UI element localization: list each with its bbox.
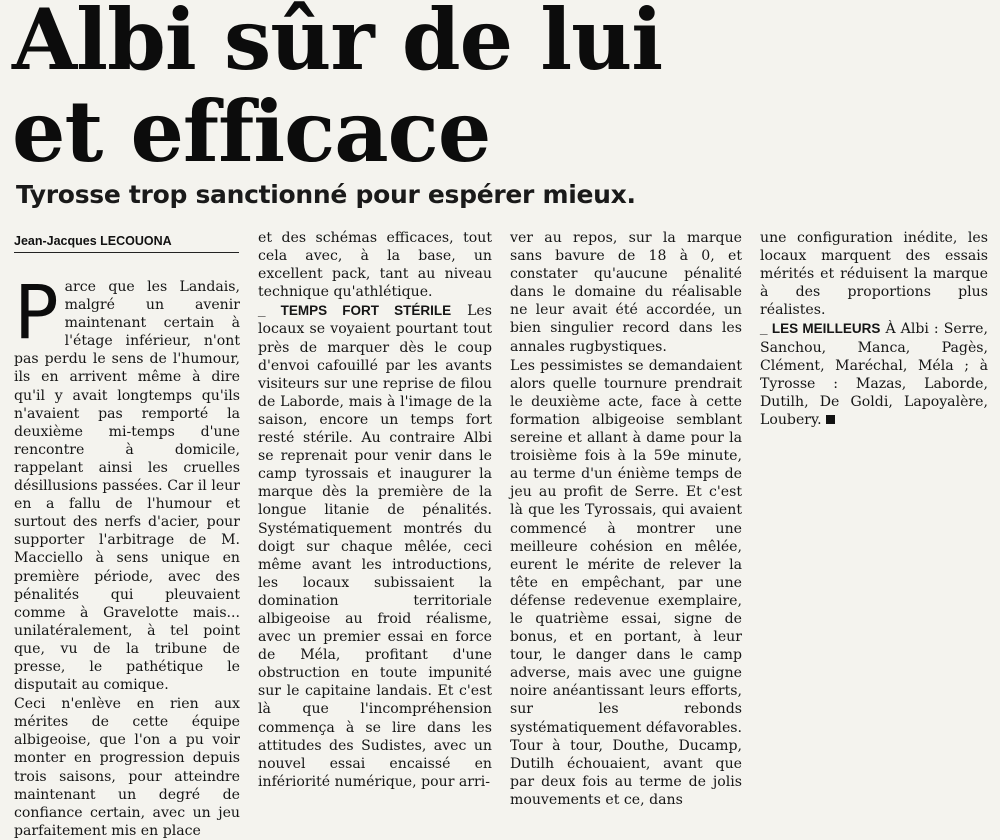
paragraph-text: Les locaux se voyaient pourtant tout près de marquer dès le coup d'envoi cafouillé par les avants visiteurs sur une reprise de filou de Laborde, mais à l'image de la saison, encore un temps fort resté stérile. Au contraire Albi se reprenait pour venir dans le camp tyrossais et inaugurer la marque dès la première de la longue litanie de pénalités. Systématiquement montrés du doigt sur chaque mêlée, ceci même avant les introductions, les locaux subissaient la domination territoriale albigeoise au froid réalisme, avec un premier essai en force de Méla, profitant d'une obstruction en toute impunité sur le capitaine landais. Et c'est là que l'incompréhension commença à se lire dans les attitudes des Sudistes, avec un nouvel essai encaissé en infériorité numérique, pour arri- [258, 303, 492, 790]
article-paragraph [14, 270, 240, 694]
section-kicker: _ TEMPS FORT STÉRILE [258, 303, 452, 319]
article-paragraph [760, 320, 988, 429]
article-paragraph: Les pessimistes se demandaient alors quelle tournure prendrait le deuxième acte, face à cette formation albigeoise semblant sereine et allant à dame pour la troisième fois à la 59e minute, au terme d'un énième temps de jeu au profit de Serre. Et c'est là que les Tyrossais, qui avaient commencé à montrer une meilleure cohésion en mêlée, eurent le mérite de relever la tête en empêchant, par une défense redevenue exemplaire, le quatrième essai, signe de bonus, et en portant, à leur tour, le danger dans le camp adverse, mais avec une guigne noire anéantissant leurs efforts, sur les rebonds systématiquement défavorables. Tour à tour, Douthe, Ducamp, Dutilh échouaient, avant que par deux fois au terme de jolis mouvements et ce, dans [510, 357, 742, 808]
end-of-article-mark [826, 415, 835, 424]
headline-line-1: Albi sûr de lui [12, 0, 663, 89]
article-paragraph: et des schémas efficaces, tout cela avec, à la base, un excellent pack, tant au niveau technique qu'athlétique. [258, 230, 492, 301]
article-paragraph [258, 302, 492, 791]
author-byline: Jean-Jacques LECOUONA [14, 234, 172, 248]
paragraph-text: arce que les Landais, malgré un avenir maintenant certain à l'étage inférieur, n'ont pas perdu le sens de l'humour, ils en arrivent même à dire qu'il y avait longtemps qu'ils n'avaient pas remporté la deuxième mi-temps d'une rencontre à domicile, rappelant ainsi les cruelles désillusions passées. Car il leur en a fallu de l'humour et surtout des nerfs d'acier, pour supporter l'arbitrage de M. Macciello à sens unique en première période, avec des pénalités qui pleuvaient comme à Gravelotte mais... unilatéralement, à tel point que, vu de la tribune de presse, le pathétique le disputait au comique. [14, 279, 240, 694]
section-kicker: _ LES MEILLEURS [760, 321, 881, 337]
article-paragraph: Ceci n'enlève en rien aux mérites de cette équipe albigeoise, que l'on a pu voir monter en progression depuis trois saisons, pour atteindre maintenant un degré de confiance certain, avec un jeu parfaitement mis en place [14, 696, 240, 839]
byline-rule [14, 252, 239, 253]
article-paragraph: ver au repos, sur la marque sans bavure de 18 à 0, et constater qu'aucune pénalité dans le domaine du réalisable ne leur avait été accordée, un bien singulier record dans les annales rugbystiques. [510, 230, 742, 355]
article-column-3 [510, 229, 742, 809]
article-column-1 [14, 270, 240, 840]
paragraph-text: À Albi : Serre, Sanchou, Manca, Pagès, Clément, Maréchal, Méla ; à Tyrosse : Mazas, Laborde, Dutilh, De Goldi, Lapoyalère, Loubery. [760, 321, 988, 428]
drop-cap: P [14, 270, 59, 356]
article-column-4 [760, 229, 988, 429]
headline-line-2: et efficace [12, 82, 491, 181]
headline [12, 0, 992, 181]
subtitle: Tyrosse trop sanctionné pour espérer mieux. [16, 180, 636, 209]
article-column-2 [258, 229, 492, 791]
article-paragraph: une configuration inédite, les locaux marquent des essais mérités et réduisent la marque à des proportions plus réalistes. [760, 230, 988, 319]
